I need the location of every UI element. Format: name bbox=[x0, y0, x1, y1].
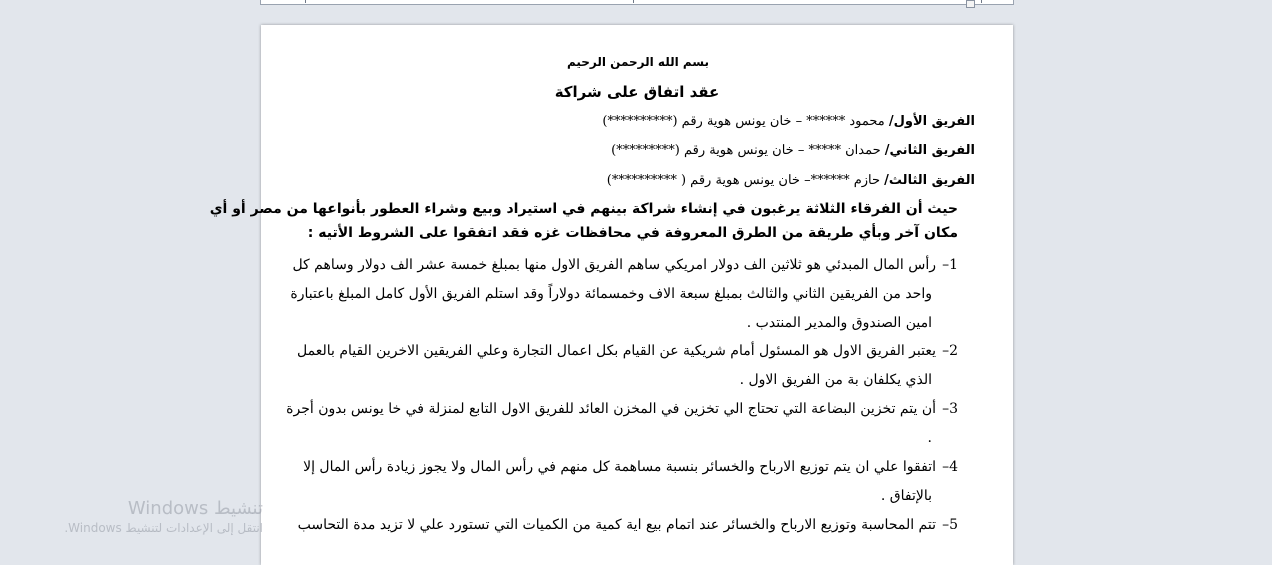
document-content[interactable] bbox=[209, 25, 1013, 565]
intro-paragraph bbox=[209, 197, 958, 245]
ruler-tick bbox=[305, 0, 306, 3]
clause-number: 2– bbox=[942, 343, 958, 359]
party-details: حازم ******– خان يونس هوية رقم ( **********) bbox=[606, 173, 885, 188]
ruler-indent-marker[interactable] bbox=[966, 0, 975, 8]
clause-line: رأس المال المبدئي هو ثلاثين الف دولار امريكي ساهم الفريق الاول منها بمبلغ خمسة عشر الف دولار وساهم كل bbox=[292, 257, 936, 273]
party-first bbox=[602, 114, 975, 129]
clause-line: بالإتفاق . bbox=[880, 488, 932, 504]
clause-line: . bbox=[927, 430, 932, 446]
party-label: الفريق الثالث/ bbox=[884, 173, 975, 188]
clause-line: اتفقوا علي ان يتم توزيع الارباح والخسائر بنسبة مساهمة كل منهم في رأس المال ولا يجوز زيادة رأس المال إلا bbox=[303, 459, 936, 475]
clause-number: 4– bbox=[942, 459, 958, 475]
clause-number: 1– bbox=[942, 257, 958, 273]
party-third bbox=[607, 173, 975, 188]
horizontal-ruler[interactable] bbox=[260, 0, 1014, 5]
party-details: حمدان ***** – خان يونس هوية رقم (*********) bbox=[611, 143, 885, 158]
clause-number: 3– bbox=[942, 401, 958, 417]
clause-number: 5– bbox=[942, 517, 958, 533]
clause-line: يعتبر الفريق الاول هو المسئول أمام شريكية عن القيام بكل اعمال التجارة وعلي الفريقين الاخرين القيام بالعمل bbox=[297, 343, 936, 359]
ruler-tick bbox=[633, 0, 634, 3]
windows-activation-watermark bbox=[18, 498, 263, 535]
clause-1 bbox=[290, 251, 958, 338]
clause-3 bbox=[286, 395, 958, 453]
party-second bbox=[611, 143, 975, 158]
document-page[interactable] bbox=[209, 25, 1013, 565]
activation-hint: انتقل إلى الإعدادات لتنشيط Windows. bbox=[64, 521, 263, 535]
clause-2 bbox=[293, 337, 958, 395]
party-details: محمود ****** – خان يونس هوية رقم (**********) bbox=[602, 114, 889, 129]
document-title: عقد اتفاق على شراكة bbox=[554, 83, 720, 101]
clause-line: أن يتم تخزين البضاعة التي تحتاج الي تخزين في المخزن العائد للفريق الاول التابع لمنزلة في خا يونس بدون أجرة bbox=[286, 401, 936, 417]
ruler-tick bbox=[981, 0, 982, 3]
clause-line: واحد من الفريقين الثاني والثالث بمبلغ سبعة الاف وخمسمائة دولاراً وقد استلم الفريق الأول كامل المبلغ باعتبارة bbox=[290, 286, 932, 302]
activation-title: تنشيط Windows bbox=[127, 498, 263, 519]
intro-line: مكان آخر وبأي طريقة من الطرق المعروفة في محافظات غزه فقد اتفقوا على الشروط الأتيه : bbox=[307, 225, 958, 241]
basmala-heading: بسم الله الرحمن الرحيم bbox=[566, 55, 710, 69]
party-label: الفريق الأول/ bbox=[888, 114, 975, 129]
clause-line: تتم المحاسبة وتوزيع الارباح والخسائر عند اتمام بيع اية كمية من الكميات التي تستورد علي لا تزيد مدة التحاسب bbox=[297, 517, 936, 533]
intro-line: حيث أن الفرقاء الثلاثة يرغبون في إنشاء شراكة بينهم في استيراد وبيع وشراء العطور بأنواعها من مصر أو أي bbox=[209, 201, 958, 217]
clause-line: الذي يكلفان بة من الفريق الاول . bbox=[739, 372, 932, 388]
party-label: الفريق الثاني/ bbox=[884, 143, 975, 158]
clause-line: امين الصندوق والمدير المنتدب . bbox=[746, 315, 932, 331]
clause-5 bbox=[293, 511, 958, 540]
clause-4 bbox=[293, 453, 958, 511]
